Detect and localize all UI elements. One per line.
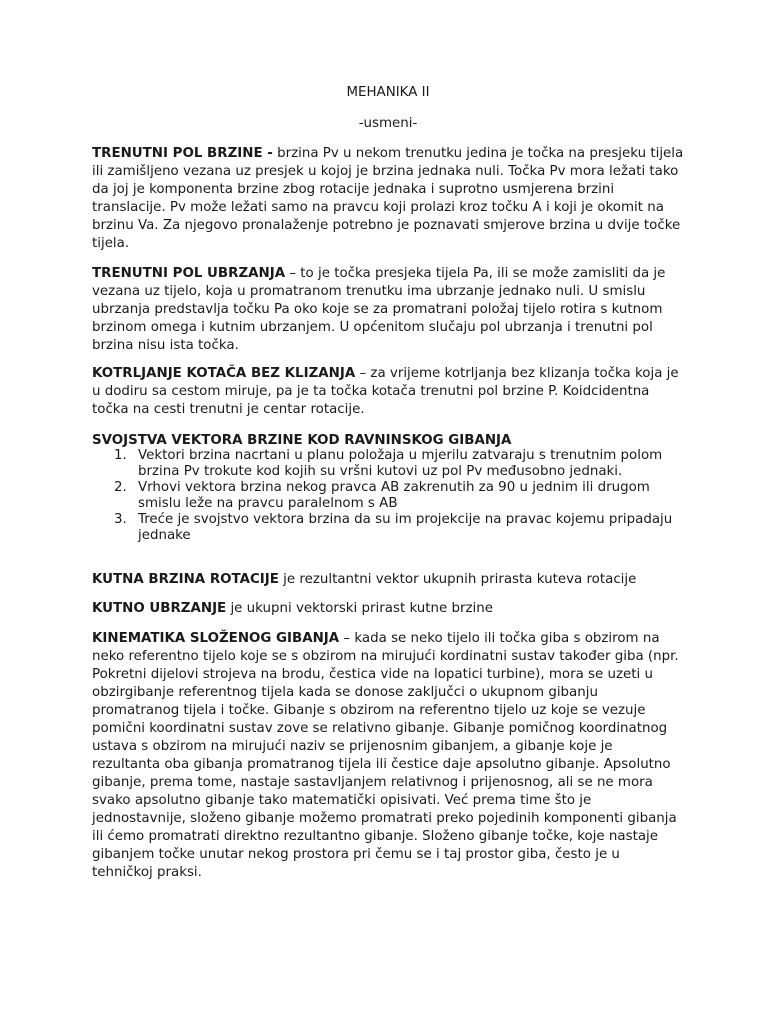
paragraph-trenutni-pol-brzine [92,145,684,253]
list-number: 3. [114,512,127,527]
list-number: 2. [114,480,127,495]
list-text: Vektori brzina nacrtani u planu položaja u mjerilu zatvaraju s trenutnim polom brzina Pv trokute kod kojih su vršni kutovi uz pol Pv međusobno jednaki. [138,448,663,479]
list-item [92,448,684,480]
list-number: 1. [114,448,127,463]
section-heading-svojstva: SVOJSTVA VEKTORA BRZINE KOD RAVNINSKOG GIBANJA [92,433,512,448]
paragraph-trenutni-pol-ubrzanja [92,265,684,355]
paragraph-text: – kada se neko tijelo ili točka giba s obzirom na neko referentno tijelo koje se s obzirom na mirujući kordinatni sustav također giba (npr. Pokretni dijelovi strojeva na brodu, čestica vide na lopatici turbine), mora se uzeti u obzirgibanje referentnog tijela kada se donose zaključci o ukupnom gibanju promatranog tijela i točke. Gibanje s obzirom na referentno tijelo uz koje se vezuje pomični koordinatni sustav zove se relativno gibanje. Gibanje pomičnog koordinatnog ustava s obzirom na mirujući naziv se prijenosnim gibanjem, a gibanje koje je rezultanta oba gibanja promatranog tijela ili čestice daje apsolutno gibanje. Apsolutno gibanje, prema tome, nastaje sastavljanjem relativnog i prijenosnog, ali se ne mora svako apsolutno gibanje tako matematički opisivati. Već prema time što je jednostavnije, složeno gibanje možemo promatrati preko pojedinih komponenti gibanja ili ćemo promatrati direktno rezultantno gibanje. Složeno gibanje točke, koje nastaje gibanjem točke unutar nekog prostora pri čemu se i taj prostor giba, često je u tehničkoj praksi. [92,631,679,880]
paragraph-kutna-brzina [92,571,684,589]
properties-list [92,448,684,544]
term-heading: KOTRLJANJE KOTAČA BEZ KLIZANJA [92,366,356,381]
list-item [92,512,684,544]
paragraph-kotrljanje [92,365,684,419]
list-text: Treće je svojstvo vektora brzina da su im projekcije na pravac kojemu pripadaju jednake [138,512,673,543]
term-heading: KUTNA BRZINA ROTACIJE [92,572,279,587]
list-text: Vrhovi vektora brzina nekog pravca AB zakrenutih za 90 u jednim ili drugom smislu leže na pravcu paralelnom s AB [138,480,650,511]
paragraph-text: – za vrijeme kotrljanja bez klizanja točka koja je u dodiru sa cestom miruje, pa je ta točka kotača trenutni pol brzine P. Koidcidentna točka na cesti trenutni je centar rotacije. [92,366,679,417]
document-subtitle: -usmeni- [358,116,418,131]
document-title: MEHANIKA II [346,85,430,100]
paragraph-text: je rezultantni vektor ukupnih prirasta kuteva rotacije [278,572,637,587]
paragraph-kutno-ubrzanje [92,600,684,618]
paragraph-text: brzina Pv u nekom trenutku jedina je točka na presjeku tijela ili zamišljeno vezana uz presjek u kojoj je brzina jednaka nuli. Točka Pv mora ležati tako da joj je komponenta brzine zbog rotacije jednaka i suprotno usmjerena brzini translacije. Pv može ležati samo na pravcu koji prolazi kroz točku A i koji je okomit na brzinu Va. Za njegovo pronalaženje potrebno je poznavati smjerove brzina u dvije točke tijela. [92,146,684,251]
term-heading: KINEMATIKA SLOŽENOG GIBANJA [92,631,340,646]
term-heading: KUTNO UBRZANJE [92,601,227,616]
term-heading: TRENUTNI POL UBRZANJA [92,266,286,281]
paragraph-text: je ukupni vektorski prirast kutne brzine [226,601,493,616]
paragraph-text: – to je točka presjeka tijela Pa, ili se može zamisliti da je vezana uz tijelo, koja u promatranom trenutku ima ubrzanje jednako nuli. U smislu ubrzanja predstavlja točku Pa oko koje se za promatrani položaj tijelo rotira s kutnom brzinom omega i kutnim ubrzanjem. U općenitom slučaju pol ubrzanja i trenutni pol brzina nisu ista točka. [92,266,666,353]
list-item [92,480,684,512]
paragraph-kinematika [92,630,684,882]
term-heading: TRENUTNI POL BRZINE - [92,146,273,161]
